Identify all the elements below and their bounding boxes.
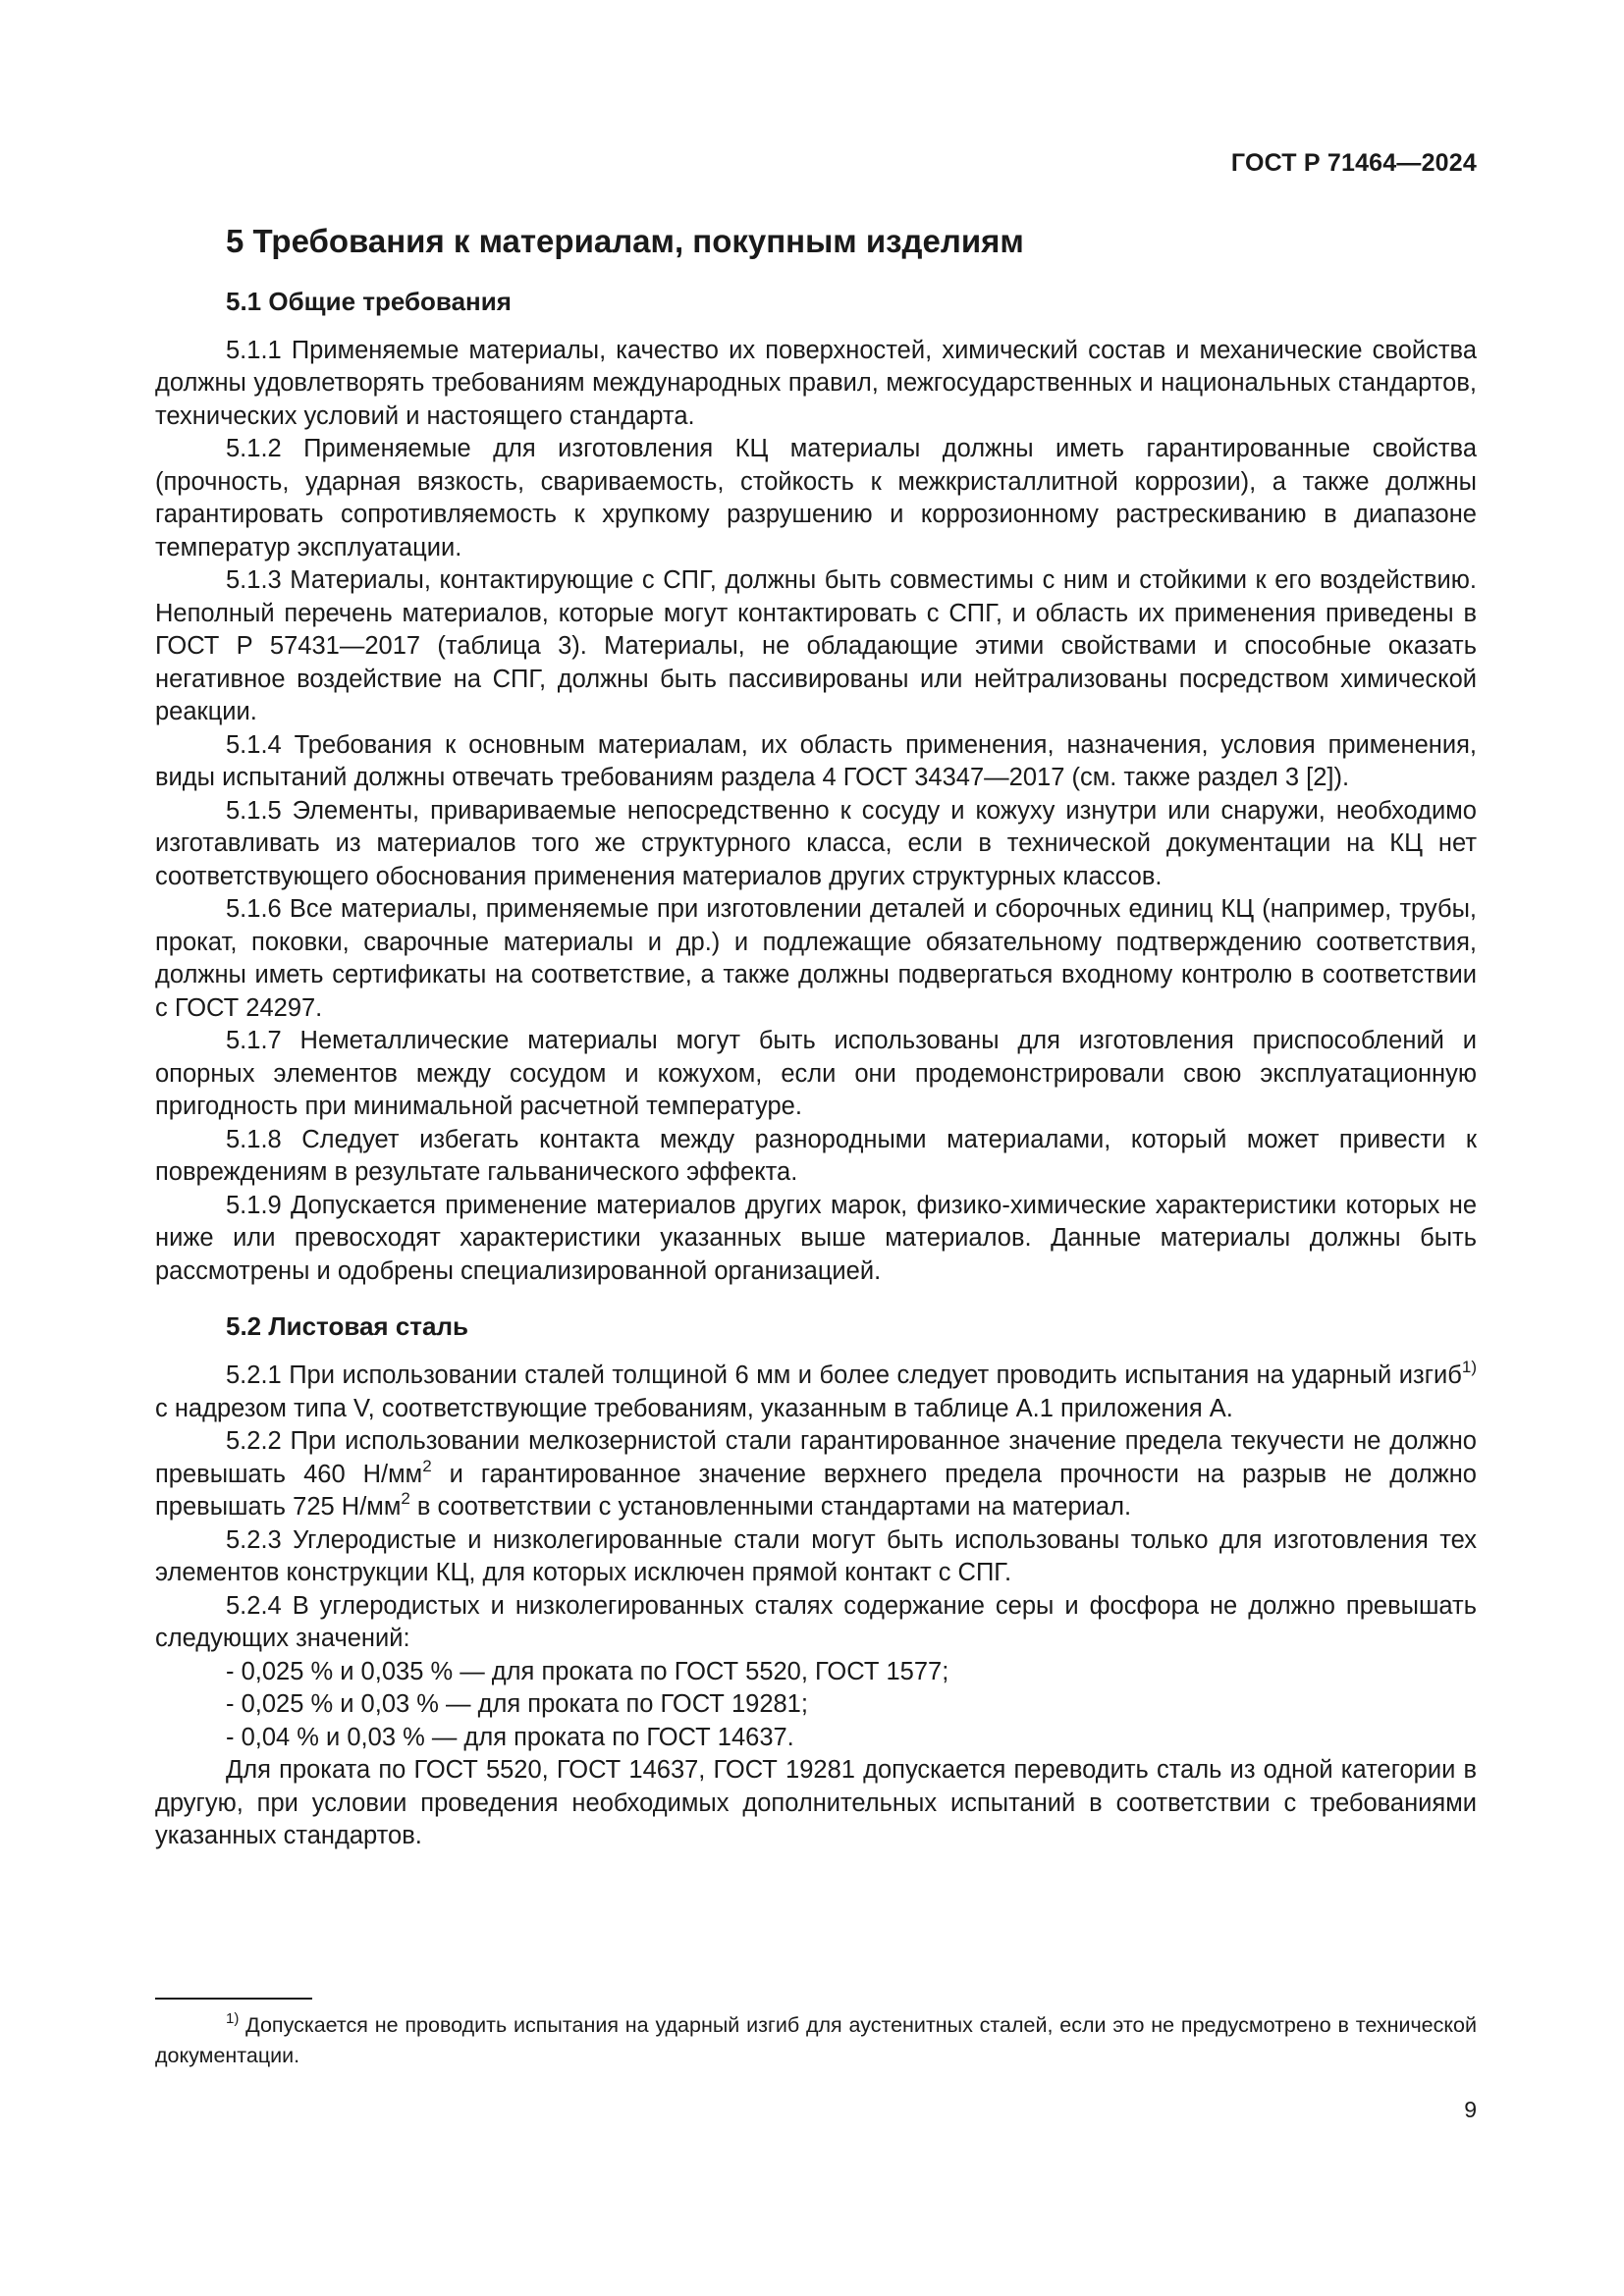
paragraph-5-2-2-text-b: и гарантированное значение верхнего предела прочности на разрыв не должно превышать 725 Н/мм [155, 1460, 1477, 1522]
paragraph-5-2-2 [155, 1425, 1477, 1524]
document-code-header: ГОСТ Р 71464—2024 [1230, 149, 1477, 177]
subsection-title-5-2: 5.2 Листовая сталь [226, 1311, 468, 1342]
list-item: - 0,025 % и 0,03 % — для проката по ГОСТ 19281; [226, 1690, 808, 1719]
paragraph-5-2-1 [155, 1360, 1477, 1425]
paragraph-5-2-2-text-a: 5.2.2 При использовании мелкозернистой стали гарантированное значение предела текучести не должно превышать 460 Н/мм [155, 1427, 1477, 1488]
paragraph-5-1-1: 5.1.1 Применяемые материалы, качество их поверхностей, химический состав и механические свойства должны удовлетворять требованиям международных правил, межгосударственных и национальных стандартов, технических условий и настоящего стандарта. [155, 336, 1477, 430]
paragraph-5-1-3: 5.1.3 Материалы, контактирующие с СПГ, должны быть совместимы с ним и стойкими к его воздействию. Неполный перечень материалов, которые могут контактировать с СПГ, и область их применения приведены в ГОСТ Р 57431—2017 (таблица 3). Материалы, не обладающие этими свойствами и способные оказать негативное воздействие на СПГ, должны быть пассивированы или нейтрализованы посредством химической реакции. [155, 566, 1477, 726]
paragraph-5-2-1-text-a: 5.2.1 При использовании сталей толщиной 6 мм и более следует проводить испытания на ударный изгиб [226, 1362, 1462, 1390]
paragraph-5-2-3: 5.2.3 Углеродистые и низколегированные стали могут быть использованы только для изготовления тех элементов конструкции КЦ, для которых исключен прямой контакт с СПГ. [155, 1525, 1477, 1587]
paragraph-5-1-5: 5.1.5 Элементы, привариваемые непосредственно к сосуду и кожуху изнутри или снаружи, необходимо изготавливать из материалов того же структурного класса, если в технической документации на КЦ нет соответствующего обоснования применения материалов других структурных классов. [155, 796, 1477, 890]
paragraph-5-2-4: 5.2.4 В углеродистых и низколегированных сталях содержание серы и фосфора не должно превышать следующих значений: [155, 1591, 1477, 1653]
list-item: - 0,04 % и 0,03 % — для проката по ГОСТ 14637. [226, 1723, 794, 1751]
footnote-text: Допускается не проводить испытания на ударный изгиб для аустенитных сталей, если это не предусмотрено в технической документации. [155, 2013, 1477, 2067]
paragraph-5-1-8: 5.1.8 Следует избегать контакта между разнородными материалами, который может привести к повреждениям в результате гальванического эффекта. [155, 1125, 1477, 1187]
list-item: - 0,025 % и 0,035 % — для проката по ГОСТ 5520, ГОСТ 1577; [226, 1657, 949, 1685]
footnote-reference[interactable]: 1) [1461, 1358, 1477, 1377]
page-number: 9 [1464, 2097, 1477, 2122]
section-gap [155, 1288, 1477, 1311]
paragraph-5-1-7: 5.1.7 Неметаллические материалы могут быть использованы для изготовления приспособлений и опорных элементов между сосудом и кожухом, если они продемонстрировали свою эксплуатационную пригодность при минимальной расчетной температуре. [155, 1027, 1477, 1121]
footnote-divider [155, 1998, 312, 2000]
paragraph-5-2-4-note: Для проката по ГОСТ 5520, ГОСТ 14637, ГОСТ 19281 допускается переводить сталь из одной категории в другую, при условии проведения необходимых дополнительных испытаний в соответствии с требованиями указанных стандартов. [155, 1756, 1477, 1850]
paragraph-5-1-4: 5.1.4 Требования к основным материалам, их область применения, назначения, условия применения, виды испытаний должны отвечать требованиям раздела 4 ГОСТ 34347—2017 (см. также раздел 3 [2]). [155, 730, 1477, 792]
paragraph-5-2-2-text-c: в соответствии с установленными стандартами на материал. [409, 1493, 1132, 1522]
paragraph-5-2-1-text-b: с надрезом типа V, соответствующие требованиям, указанным в таблице А.1 приложения А. [155, 1394, 1233, 1422]
superscript-2: 2 [401, 1489, 410, 1509]
footnote-marker: 1) [226, 2010, 240, 2027]
page-content [155, 222, 1477, 1853]
paragraph-5-1-9: 5.1.9 Допускается применение материалов других марок, физико-химические характеристики которых не ниже или превосходят характеристики указанных выше материалов. Данные материалы должны быть рассмотрены и одобрены специализированной организацией. [155, 1191, 1477, 1285]
superscript-2: 2 [422, 1456, 432, 1475]
paragraph-5-1-6: 5.1.6 Все материалы, применяемые при изготовлении деталей и сборочных единиц КЦ (например, трубы, прокат, поковки, сварочные материалы и др.) и подлежащие обязательному подтверждению соответствия, должны иметь сертификаты на соответствие, а также должны подвергаться входному контролю в соответствии с ГОСТ 24297. [155, 895, 1477, 1022]
subsection-title-5-1: 5.1 Общие требования [226, 286, 512, 316]
section-title: 5 Требования к материалам, покупным изделиям [226, 223, 1024, 259]
footnote [155, 2010, 1477, 2071]
paragraph-5-1-2: 5.1.2 Применяемые для изготовления КЦ материалы должны иметь гарантированные свойства (прочность, ударная вязкость, свариваемость, стойкость к межкристаллитной коррозии), а также должны гарантировать сопротивляемость к хрупкому разрушению и коррозионному растрескиванию в диапазоне температур эксплуатации. [155, 435, 1477, 561]
